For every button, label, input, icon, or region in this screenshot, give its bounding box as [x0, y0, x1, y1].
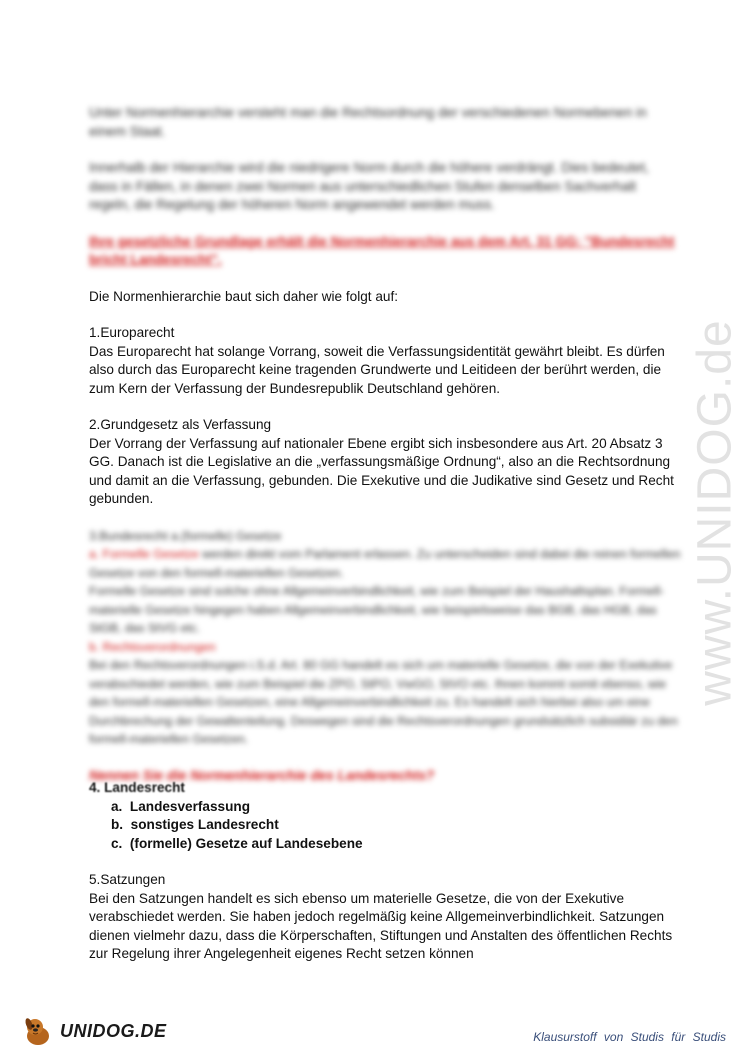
- section-3a-paragraph: [89, 545, 681, 582]
- question-heading: Nennen Sie die Normenhierarchie des Landesrechts?: [89, 767, 435, 783]
- section-5-title: 5.Satzungen: [89, 872, 166, 887]
- unidog-logo: [22, 1014, 167, 1048]
- intro-paragraph-2: Innerhalb der Hierarchie wird die niedrigere Norm durch die höhere verdrängt. Dies bedeutet, dass in Fällen, in denen zwei Normen aus unterschiedlichen Stufen denselben Sachverhalt regeln, die Regelung der höheren Norm angewendet werden muss.: [89, 160, 649, 212]
- landesrecht-list: [89, 798, 681, 854]
- section-3a-label: a. Formelle Gesetze: [89, 547, 199, 561]
- section-1-body: Das Europarecht hat solange Vorrang, soweit die Verfassungsidentität gewährt bleibt. Es dürfen also durch das Europarecht keine tragenden Grundwerte und Leitideen der berührt werden, die zum Kern der Verfassung der Bundesrepublik Deutschland gehören.: [89, 343, 665, 396]
- dog-mascot-icon: [22, 1014, 56, 1048]
- section-3b-text: Bei den Rechtsverordnungen i.S.d. Art. 80 GG handelt es sich um materielle Gesetze, die von der Exekutive verabschiedet werden, wie zum Beispiel die ZPO, StPO, VwGO, StVO etc. Ihnen kommt somit ebenso, wie den formell-materiellen Gesetzen, eine Allgemeinverbindlichkeit zu. Es handelt sich hierbei also um eine Durchbrechung der Gewaltenteilung. Deswegen sind die Rechtsverordnungen grundsätzlich subsidiär zu den formell-materiellen Gesetzen.: [89, 658, 678, 746]
- section-3b-label: b. Rechtsverordnungen: [89, 639, 216, 654]
- section-2-title: 2.Grundgesetz als Verfassung: [89, 417, 272, 432]
- legal-basis-heading: Ihre gesetzliche Grundlage erhält die Normenhierarchie aus dem Art. 31 GG: "Bundesrecht bricht Landesrecht".: [89, 233, 675, 267]
- list-item: c. (formelle) Gesetze auf Landesebene: [111, 835, 363, 851]
- section-5-body: Bei den Satzungen handelt es sich ebenso um materielle Gesetze, die von der Exekutive verabschiedet werden. Sie haben jedoch regelmäßig keine Allgemeinverbindlichkeit. Satzungen dienen vielmehr dazu, dass die Körperschaften, Stiftungen und Anstalten des öffentlichen Rechts zur Regelung ihrer Angelegenheit eigenes Recht setzen können: [89, 890, 673, 961]
- intro-paragraph-1: Unter Normenhierarchie versteht man die Rechtsordnung der verschiedenen Normebenen in einem Staat.: [89, 105, 647, 139]
- section-3a-text: werden direkt vom Parlament erlassen. Zu unterscheiden sind dabei die reinen formellen Gesetze von den formell-materiellen Gesetzen.: [89, 547, 681, 580]
- list-item: b. sonstiges Landesrecht: [111, 817, 279, 832]
- watermark-text: www.UNIDOG.de: [688, 318, 742, 706]
- section-3a-more: Formelle Gesetze sind solche ohne Allgemeinverbindlichkeit, wie zum Beispiel der Haushaltsplan. Formell-materielle Gesetze hingegen haben Allgemeinverbindlichkeit, wie beispielsweise das BGB, das HGB, das StGB, das StVG etc.: [89, 584, 665, 635]
- lead-sentence: Die Normenhierarchie baut sich daher wie folgt auf:: [89, 288, 399, 304]
- document-body: [89, 104, 681, 964]
- list-item: a. Landesverfassung: [111, 798, 251, 814]
- footer-tagline: Klausurstoff von Studis für Studis: [533, 1030, 726, 1044]
- section-3-title: 3.Bundesrecht a.(formelle) Gesetze: [89, 528, 282, 543]
- section-3-blurred: [89, 527, 681, 749]
- logo-text: UNIDOG.DE: [60, 1020, 167, 1041]
- watermark: [690, 282, 740, 742]
- section-2-body: Der Vorrang der Verfassung auf nationaler Ebene ergibt sich insbesondere aus Art. 20 Absatz 3 GG. Danach ist die Legislative an die „verfassungsmäßige Ordnung“, also an die Rechtsordnung und damit an die Verfassung, gebunden. Die Exekutive und die Judikative sind Gesetz und Recht gebunden.: [89, 435, 674, 506]
- section-4-title: 4. Landesrecht: [89, 780, 185, 795]
- section-1-title: 1.Europarecht: [89, 325, 175, 340]
